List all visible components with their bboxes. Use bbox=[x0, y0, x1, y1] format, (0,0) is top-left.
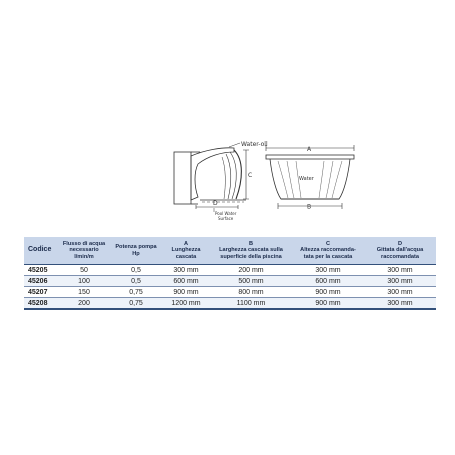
table-row bbox=[24, 287, 436, 298]
cell-b: 1100 mm bbox=[210, 298, 292, 310]
pool-surface-label-line2: Surface bbox=[218, 216, 234, 221]
cell-a: 1200 mm bbox=[162, 298, 210, 310]
cell-codice: 45208 bbox=[24, 298, 58, 310]
cell-d: 300 mm bbox=[364, 276, 436, 287]
table-row bbox=[24, 265, 436, 276]
header-b: B Larghezza cascata sulla superficie della piscina bbox=[210, 237, 292, 265]
pool-surface-label-line1: Pool Water bbox=[215, 211, 237, 216]
table-header-row bbox=[24, 237, 436, 265]
dimension-a-label: A bbox=[307, 146, 312, 153]
dimension-b-label: B bbox=[307, 203, 312, 211]
water-curtain bbox=[234, 150, 241, 199]
cell-codice: 45205 bbox=[24, 265, 58, 276]
cell-flusso: 100 bbox=[58, 276, 110, 287]
waterfall-label: Water-oll bbox=[241, 141, 268, 148]
cell-potenza: 0,5 bbox=[110, 265, 162, 276]
cell-potenza: 0,5 bbox=[110, 276, 162, 287]
cell-a: 900 mm bbox=[162, 287, 210, 298]
cell-a: 600 mm bbox=[162, 276, 210, 287]
cell-c: 900 mm bbox=[292, 298, 364, 310]
cell-d: 300 mm bbox=[364, 298, 436, 310]
cell-codice: 45206 bbox=[24, 276, 58, 287]
dimension-d-label: D bbox=[213, 200, 218, 207]
header-c: C Altezza raccomanda- tata per la cascata bbox=[292, 237, 364, 265]
header-d: D Gittata dall'acqua raccomandata bbox=[364, 237, 436, 265]
spout-housing bbox=[191, 148, 234, 200]
cell-potenza: 0,75 bbox=[110, 287, 162, 298]
cell-b: 800 mm bbox=[210, 287, 292, 298]
cell-c: 300 mm bbox=[292, 265, 364, 276]
spec-table bbox=[24, 237, 436, 310]
cell-b: 500 mm bbox=[210, 276, 292, 287]
cell-potenza: 0,75 bbox=[110, 298, 162, 310]
header-potenza: Potenza pompa Hp bbox=[110, 237, 162, 265]
basin-water-label: Water bbox=[299, 176, 314, 182]
cell-b: 200 mm bbox=[210, 265, 292, 276]
cell-flusso: 200 bbox=[58, 298, 110, 310]
header-codice: Codice bbox=[24, 237, 58, 265]
side-view-drawing bbox=[174, 143, 249, 212]
cell-c: 600 mm bbox=[292, 276, 364, 287]
basin-rim bbox=[266, 155, 354, 159]
cell-d: 300 mm bbox=[364, 287, 436, 298]
dimension-c-label: C bbox=[248, 172, 253, 179]
header-flusso: Flusso di acqua necessario l/min/m bbox=[58, 237, 110, 265]
cell-codice: 45207 bbox=[24, 287, 58, 298]
table-row bbox=[24, 298, 436, 310]
wall-block bbox=[174, 152, 191, 204]
table-row bbox=[24, 276, 436, 287]
cell-a: 300 mm bbox=[162, 265, 210, 276]
cell-d: 300 mm bbox=[364, 265, 436, 276]
cell-flusso: 50 bbox=[58, 265, 110, 276]
cell-flusso: 150 bbox=[58, 287, 110, 298]
header-a: A Lunghezza cascata bbox=[162, 237, 210, 265]
cell-c: 900 mm bbox=[292, 287, 364, 298]
